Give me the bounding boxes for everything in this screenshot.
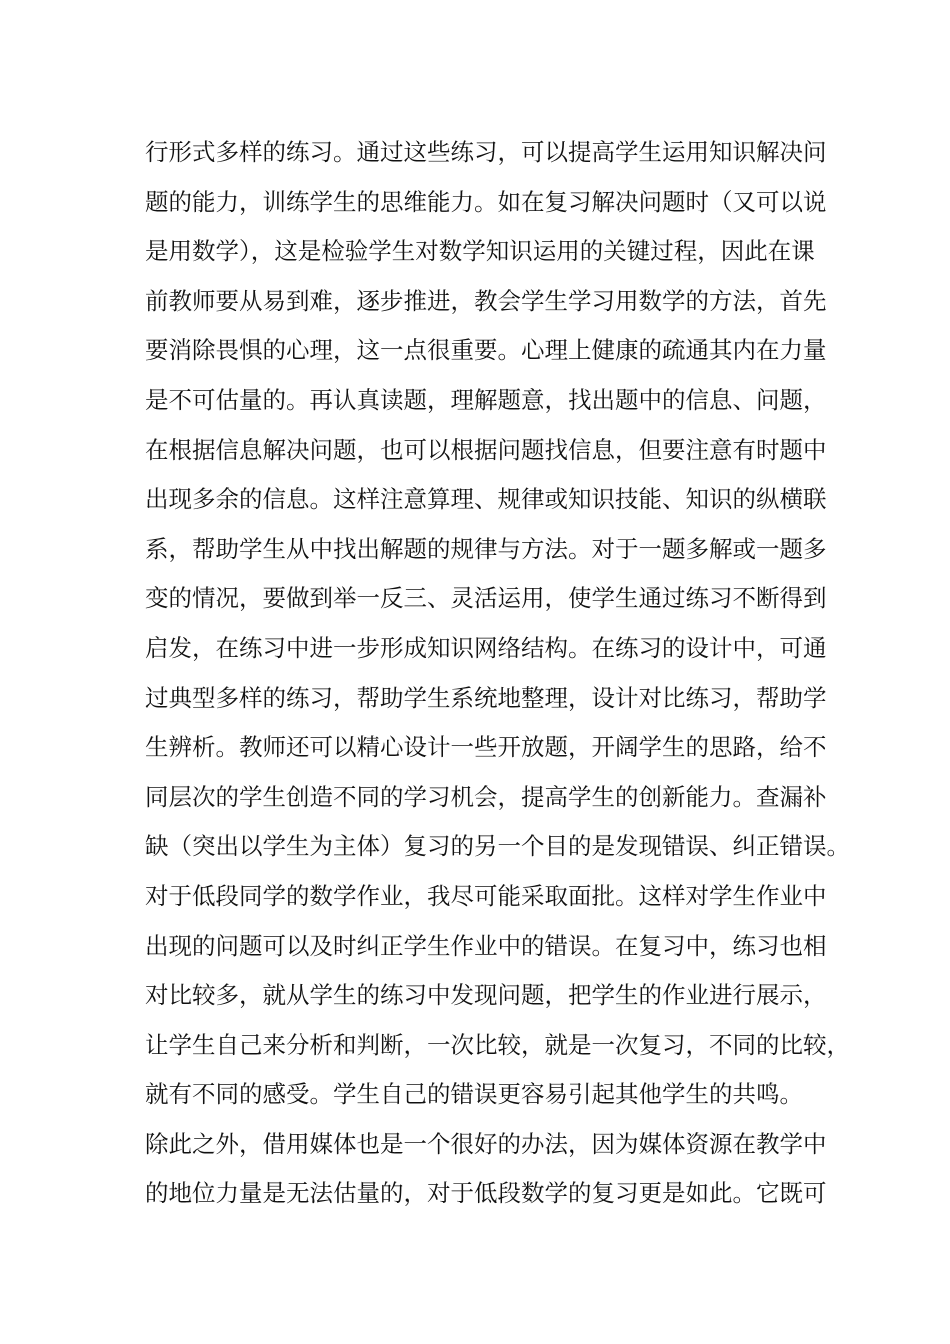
text-line: 启发，在练习中进一步形成知识网络结构。在练习的设计中，可通	[145, 633, 827, 662]
text-line: 要消除畏惧的心理，这一点很重要。心理上健康的疏通其内在力量	[145, 336, 827, 365]
text-line: 题的能力，训练学生的思维能力。如在复习解决问题时（又可以说	[145, 187, 827, 216]
text-line: 前教师要从易到难，逐步推进，教会学生学习用数学的方法，首先	[145, 286, 827, 315]
text-line: 对比较多，就从学生的练习中发现问题，把学生的作业进行展示，	[145, 981, 827, 1010]
text-line: 在根据信息解决问题，也可以根据问题找信息，但要注意有时题中	[145, 435, 827, 464]
text-line: 是用数学），这是检验学生对数学知识运用的关键过程，因此在课	[145, 237, 815, 266]
text-line: 出现多余的信息。这样注意算理、规律或知识技能、知识的纵横联	[145, 485, 827, 514]
text-line: 的地位力量是无法估量的，对于低段数学的复习更是如此。它既可	[145, 1179, 827, 1208]
text-line: 同层次的学生创造不同的学习机会，提高学生的创新能力。查漏补	[145, 782, 827, 811]
text-line: 对于低段同学的数学作业，我尽可能采取面批。这样对学生作业中	[145, 881, 827, 910]
text-line: 是不可估量的。再认真读题，理解题意，找出题中的信息、问题，	[145, 385, 827, 414]
text-line: 就有不同的感受。学生自己的错误更容易引起其他学生的共鸣。	[145, 1080, 803, 1109]
text-line: 缺（突出以学生为主体）复习的另一个目的是发现错误、纠正错误。	[145, 832, 850, 861]
text-line: 过典型多样的练习，帮助学生系统地整理，设计对比练习，帮助学	[145, 683, 827, 712]
text-line: 让学生自己来分析和判断，一次比较，就是一次复习，不同的比较，	[145, 1030, 850, 1059]
text-line: 出现的问题可以及时纠正学生作业中的错误。在复习中，练习也相	[145, 931, 827, 960]
body-text	[145, 136, 850, 1227]
text-line: 行形式多样的练习。通过这些练习，可以提高学生运用知识解决问	[145, 138, 827, 166]
text-line: 变的情况，要做到举一反三、灵活运用，使学生通过练习不断得到	[145, 584, 827, 613]
text-line: 生辨析。教师还可以精心设计一些开放题，开阔学生的思路，给不	[145, 733, 827, 762]
text-line: 除此之外，借用媒体也是一个很好的办法，因为媒体资源在教学中	[145, 1129, 827, 1158]
text-line: 系，帮助学生从中找出解题的规律与方法。对于一题多解或一题多	[145, 534, 827, 563]
